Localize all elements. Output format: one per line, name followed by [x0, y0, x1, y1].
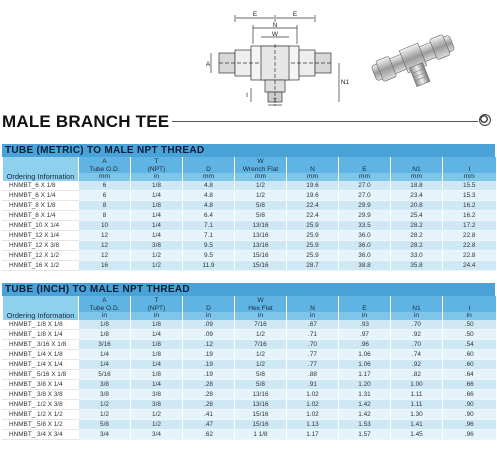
- value-cell: 1/4: [131, 221, 183, 231]
- value-cell: 3/8: [131, 400, 183, 410]
- header-t: T (NPT): [131, 296, 183, 312]
- header-d: D: [183, 157, 235, 173]
- unit-cell: in: [235, 312, 287, 320]
- unit-cell: in: [131, 173, 183, 181]
- header-w: W Hex Flat: [235, 296, 287, 312]
- dim-label-e1: E: [252, 11, 258, 18]
- value-cell: 1/2: [235, 181, 287, 191]
- value-cell: 1/8: [131, 340, 183, 350]
- value-cell: 4.8: [183, 201, 235, 211]
- unit-cell: in: [287, 312, 339, 320]
- value-cell: 20.8: [391, 201, 443, 211]
- value-cell: 16: [79, 261, 131, 271]
- value-cell: 15/16: [235, 410, 287, 420]
- value-cell: 8: [79, 201, 131, 211]
- value-cell: .66: [443, 380, 496, 390]
- value-cell: .77: [287, 350, 339, 360]
- part-number-cell: HNMBT_ 1/4 X 1/4: [3, 360, 79, 370]
- unit-cell: mm: [339, 173, 391, 181]
- table-row: [3, 380, 496, 390]
- dim-label-t: T: [273, 98, 277, 105]
- part-number-cell: HNMBT_ 3/16 X 1/8: [3, 340, 79, 350]
- title-bullet-icon: [479, 114, 491, 126]
- header-a: A Tube O.D.: [79, 157, 131, 173]
- table-row: [3, 221, 496, 231]
- value-cell: 1/2: [235, 350, 287, 360]
- value-cell: 18.8: [391, 181, 443, 191]
- value-cell: 1.57: [339, 430, 391, 440]
- value-cell: 36.0: [339, 241, 391, 251]
- header-i: I: [443, 296, 496, 312]
- value-cell: 5/8: [235, 201, 287, 211]
- part-number-cell: HNMBT_ 3/8 X 1/4: [3, 380, 79, 390]
- value-cell: 1/2: [131, 410, 183, 420]
- value-cell: .28: [183, 390, 235, 400]
- value-cell: 3/8: [79, 390, 131, 400]
- part-number-cell: HNMBT_8 X 1/8: [3, 201, 79, 211]
- value-cell: 15/16: [235, 420, 287, 430]
- value-cell: 22.4: [287, 201, 339, 211]
- value-cell: 28.2: [391, 231, 443, 241]
- part-number-cell: HNMBT_16 X 1/2: [3, 261, 79, 271]
- unit-cell: in: [79, 312, 131, 320]
- header-e: E: [339, 157, 391, 173]
- value-cell: 25.4: [391, 211, 443, 221]
- table-row: [3, 231, 496, 241]
- header-n1: N1: [391, 296, 443, 312]
- table-row: [3, 211, 496, 221]
- value-cell: 4.8: [183, 191, 235, 201]
- value-cell: 1/4: [131, 380, 183, 390]
- technical-drawing: [205, 8, 355, 108]
- table-row: [3, 410, 496, 420]
- value-cell: 6: [79, 181, 131, 191]
- value-cell: 7.1: [183, 221, 235, 231]
- value-cell: 25.9: [287, 221, 339, 231]
- value-cell: 29.9: [339, 211, 391, 221]
- value-cell: 1/2: [235, 191, 287, 201]
- unit-cell: in: [339, 312, 391, 320]
- table-row: [3, 360, 496, 370]
- value-cell: 1.11: [391, 400, 443, 410]
- value-cell: .66: [443, 390, 496, 400]
- value-cell: 1/4: [131, 211, 183, 221]
- value-cell: .71: [287, 330, 339, 340]
- value-cell: 13/16: [235, 390, 287, 400]
- value-cell: 1.17: [339, 370, 391, 380]
- value-cell: 1.42: [339, 400, 391, 410]
- value-cell: 3/4: [131, 430, 183, 440]
- value-cell: .54: [443, 340, 496, 350]
- value-cell: 1.17: [287, 430, 339, 440]
- value-cell: .96: [443, 430, 496, 440]
- value-cell: 11.9: [183, 261, 235, 271]
- value-cell: .82: [391, 370, 443, 380]
- header-d: D: [183, 296, 235, 312]
- title-rule: [172, 121, 478, 122]
- value-cell: .60: [443, 350, 496, 360]
- value-cell: 1.02: [287, 400, 339, 410]
- value-cell: 23.4: [391, 191, 443, 201]
- inch-section-title: TUBE (INCH) TO MALE NPT THREAD: [2, 283, 495, 296]
- value-cell: 1/2: [131, 251, 183, 261]
- value-cell: 5/16: [79, 370, 131, 380]
- value-cell: 13/16: [235, 241, 287, 251]
- value-cell: 7.1: [183, 231, 235, 241]
- value-cell: .90: [443, 400, 496, 410]
- metric-section: [2, 144, 495, 271]
- table-row: [3, 400, 496, 410]
- value-cell: 10: [79, 221, 131, 231]
- value-cell: 22.4: [287, 211, 339, 221]
- value-cell: 1/2: [235, 360, 287, 370]
- table-row: [3, 420, 496, 430]
- unit-cell: mm: [183, 173, 235, 181]
- part-number-cell: HNMBT_ 3/8 X 3/8: [3, 390, 79, 400]
- value-cell: 5/8: [235, 380, 287, 390]
- table-row: [3, 241, 496, 251]
- value-cell: 1/4: [131, 360, 183, 370]
- value-cell: 1/2: [235, 330, 287, 340]
- value-cell: 1/4: [131, 231, 183, 241]
- value-cell: .28: [183, 400, 235, 410]
- value-cell: 16.2: [443, 211, 496, 221]
- value-cell: 1.42: [339, 410, 391, 420]
- value-cell: 1/2: [79, 400, 131, 410]
- value-cell: 1.11: [391, 390, 443, 400]
- metric-section-title: TUBE (METRIC) TO MALE NPT THREAD: [2, 144, 495, 157]
- value-cell: .88: [287, 370, 339, 380]
- value-cell: 1/8: [131, 350, 183, 360]
- value-cell: 12: [79, 241, 131, 251]
- value-cell: .74: [391, 350, 443, 360]
- value-cell: 1/4: [131, 330, 183, 340]
- unit-cell: mm: [235, 173, 287, 181]
- value-cell: .62: [183, 430, 235, 440]
- part-number-cell: HNMBT_10 X 1/4: [3, 221, 79, 231]
- part-number-cell: HNMBT_ 5/16 X 1/8: [3, 370, 79, 380]
- value-cell: .93: [339, 320, 391, 330]
- dim-label-e2: E: [292, 11, 298, 18]
- header-t: T (NPT): [131, 157, 183, 173]
- value-cell: 38.8: [339, 261, 391, 271]
- value-cell: .67: [287, 320, 339, 330]
- value-cell: 28.7: [287, 261, 339, 271]
- value-cell: .47: [183, 420, 235, 430]
- value-cell: 5/8: [79, 420, 131, 430]
- table-row: [3, 201, 496, 211]
- unit-cell: in: [391, 312, 443, 320]
- value-cell: 1/8: [131, 181, 183, 191]
- value-cell: .96: [339, 340, 391, 350]
- header-n1: N1: [391, 157, 443, 173]
- value-cell: .09: [183, 330, 235, 340]
- table-row: [3, 430, 496, 440]
- product-illustration-area: [0, 0, 497, 110]
- value-cell: .50: [443, 320, 496, 330]
- value-cell: 25.9: [287, 231, 339, 241]
- value-cell: 25.9: [287, 251, 339, 261]
- value-cell: 1/4: [79, 350, 131, 360]
- dim-label-a: A: [205, 61, 211, 68]
- part-number-cell: HNMBT_8 X 1/4: [3, 211, 79, 221]
- unit-cell: mm: [79, 173, 131, 181]
- value-cell: 1.30: [391, 410, 443, 420]
- value-cell: 13/16: [235, 221, 287, 231]
- value-cell: 19.6: [287, 191, 339, 201]
- page-title: MALE BRANCH TEE: [2, 112, 170, 131]
- table-row: [3, 340, 496, 350]
- value-cell: .70: [391, 340, 443, 350]
- value-cell: 9.5: [183, 241, 235, 251]
- value-cell: .50: [443, 330, 496, 340]
- value-cell: .70: [287, 340, 339, 350]
- unit-cell: mm: [391, 173, 443, 181]
- part-number-cell: HNMBT_ 3/4 X 3/4: [3, 430, 79, 440]
- value-cell: 19.6: [287, 181, 339, 191]
- value-cell: 29.9: [339, 201, 391, 211]
- value-cell: 6.4: [183, 211, 235, 221]
- value-cell: 3/8: [131, 390, 183, 400]
- table-row: [3, 350, 496, 360]
- value-cell: .41: [183, 410, 235, 420]
- value-cell: 1/2: [131, 420, 183, 430]
- value-cell: .19: [183, 350, 235, 360]
- value-cell: 6: [79, 191, 131, 201]
- value-cell: 9.5: [183, 251, 235, 261]
- value-cell: .92: [391, 360, 443, 370]
- value-cell: .77: [287, 360, 339, 370]
- part-number-cell: HNMBT_12 X 1/2: [3, 251, 79, 261]
- value-cell: 13/16: [235, 231, 287, 241]
- value-cell: .09: [183, 320, 235, 330]
- header-ordering: Ordering Information: [3, 157, 79, 181]
- part-number-cell: HNMBT_ 1/8 X 1/8: [3, 320, 79, 330]
- value-cell: 1.31: [339, 390, 391, 400]
- value-cell: 1/4: [79, 360, 131, 370]
- dim-label-n1: N1: [340, 79, 350, 86]
- value-cell: 5/8: [235, 211, 287, 221]
- value-cell: 5/8: [235, 370, 287, 380]
- value-cell: .12: [183, 340, 235, 350]
- value-cell: 28.2: [391, 221, 443, 231]
- value-cell: 1/8: [79, 330, 131, 340]
- value-cell: 13/16: [235, 400, 287, 410]
- metric-table-body: [3, 181, 496, 271]
- value-cell: .96: [443, 420, 496, 430]
- value-cell: 1.06: [339, 350, 391, 360]
- value-cell: 1.45: [391, 430, 443, 440]
- value-cell: 25.9: [287, 241, 339, 251]
- value-cell: 7/16: [235, 340, 287, 350]
- part-number-cell: HNMBT_ 1/2 X 1/2: [3, 410, 79, 420]
- inch-section: [2, 283, 495, 440]
- value-cell: 1 1/8: [235, 430, 287, 440]
- value-cell: 3/4: [79, 430, 131, 440]
- value-cell: 1.41: [391, 420, 443, 430]
- value-cell: 1.20: [339, 380, 391, 390]
- value-cell: 1/8: [79, 320, 131, 330]
- table-row: [3, 390, 496, 400]
- value-cell: 1/4: [131, 191, 183, 201]
- table-row: [3, 251, 496, 261]
- table-row: [3, 330, 496, 340]
- metric-table: [2, 157, 496, 271]
- inch-table: [2, 296, 496, 440]
- part-number-cell: HNMBT_6 X 1/4: [3, 191, 79, 201]
- part-number-cell: HNMBT_12 X 1/4: [3, 231, 79, 241]
- value-cell: .60: [443, 360, 496, 370]
- value-cell: 28.2: [391, 241, 443, 251]
- value-cell: 17.2: [443, 221, 496, 231]
- value-cell: 3/16: [79, 340, 131, 350]
- value-cell: 1/2: [131, 261, 183, 271]
- value-cell: 35.8: [391, 261, 443, 271]
- header-a: A Tube O.D.: [79, 296, 131, 312]
- value-cell: 1.02: [287, 390, 339, 400]
- value-cell: 22.8: [443, 251, 496, 261]
- value-cell: 1.13: [287, 420, 339, 430]
- value-cell: 15/16: [235, 251, 287, 261]
- inch-table-body: [3, 320, 496, 440]
- header-ordering: Ordering Information: [3, 296, 79, 320]
- value-cell: 3/8: [131, 241, 183, 251]
- header-n: N: [287, 296, 339, 312]
- value-cell: .92: [391, 330, 443, 340]
- value-cell: 33.0: [391, 251, 443, 261]
- part-number-cell: HNMBT_ 1/4 X 1/8: [3, 350, 79, 360]
- value-cell: 12: [79, 231, 131, 241]
- value-cell: .91: [287, 380, 339, 390]
- dim-label-w: W: [271, 31, 279, 38]
- table-row: [3, 181, 496, 191]
- value-cell: 22.8: [443, 241, 496, 251]
- value-cell: 1.06: [339, 360, 391, 370]
- value-cell: .64: [443, 370, 496, 380]
- value-cell: 22.8: [443, 231, 496, 241]
- part-number-cell: HNMBT_ 5/8 X 1/2: [3, 420, 79, 430]
- value-cell: 36.0: [339, 231, 391, 241]
- value-cell: 1.00: [391, 380, 443, 390]
- dim-label-i: I: [246, 92, 248, 99]
- value-cell: 15.3: [443, 191, 496, 201]
- value-cell: 16.2: [443, 201, 496, 211]
- value-cell: 1.02: [287, 410, 339, 420]
- table-row: [3, 261, 496, 271]
- unit-cell: mm: [287, 173, 339, 181]
- part-number-cell: HNMBT_6 X 1/8: [3, 181, 79, 191]
- value-cell: .97: [339, 330, 391, 340]
- value-cell: 27.0: [339, 181, 391, 191]
- value-cell: 15/16: [235, 261, 287, 271]
- table-row: [3, 191, 496, 201]
- value-cell: .90: [443, 410, 496, 420]
- value-cell: .28: [183, 380, 235, 390]
- part-number-cell: HNMBT_ 1/2 X 3/8: [3, 400, 79, 410]
- unit-cell: in: [183, 312, 235, 320]
- value-cell: 12: [79, 251, 131, 261]
- title-row: [0, 112, 497, 132]
- header-w: W Wrench Flat: [235, 157, 287, 173]
- part-number-cell: HNMBT_12 X 3/8: [3, 241, 79, 251]
- unit-cell: in: [131, 312, 183, 320]
- value-cell: .70: [391, 320, 443, 330]
- value-cell: 24.4: [443, 261, 496, 271]
- value-cell: 7/16: [235, 320, 287, 330]
- value-cell: .19: [183, 360, 235, 370]
- header-n: N: [287, 157, 339, 173]
- value-cell: 1/8: [131, 370, 183, 380]
- value-cell: 1/8: [131, 201, 183, 211]
- value-cell: 4.8: [183, 181, 235, 191]
- table-row: [3, 370, 496, 380]
- value-cell: 3/8: [79, 380, 131, 390]
- value-cell: 33.5: [339, 221, 391, 231]
- fitting-photo: [365, 28, 461, 90]
- dim-label-n: N: [272, 22, 278, 29]
- value-cell: 27.0: [339, 191, 391, 201]
- value-cell: 8: [79, 211, 131, 221]
- table-row: [3, 320, 496, 330]
- value-cell: 36.0: [339, 251, 391, 261]
- value-cell: 1/8: [131, 320, 183, 330]
- header-i: I: [443, 157, 496, 173]
- part-number-cell: HNMBT_ 1/8 X 1/4: [3, 330, 79, 340]
- header-e: E: [339, 296, 391, 312]
- unit-cell: mm: [443, 173, 496, 181]
- value-cell: .19: [183, 370, 235, 380]
- unit-cell: in: [443, 312, 496, 320]
- value-cell: 15.5: [443, 181, 496, 191]
- value-cell: 1.53: [339, 420, 391, 430]
- value-cell: 1/2: [79, 410, 131, 420]
